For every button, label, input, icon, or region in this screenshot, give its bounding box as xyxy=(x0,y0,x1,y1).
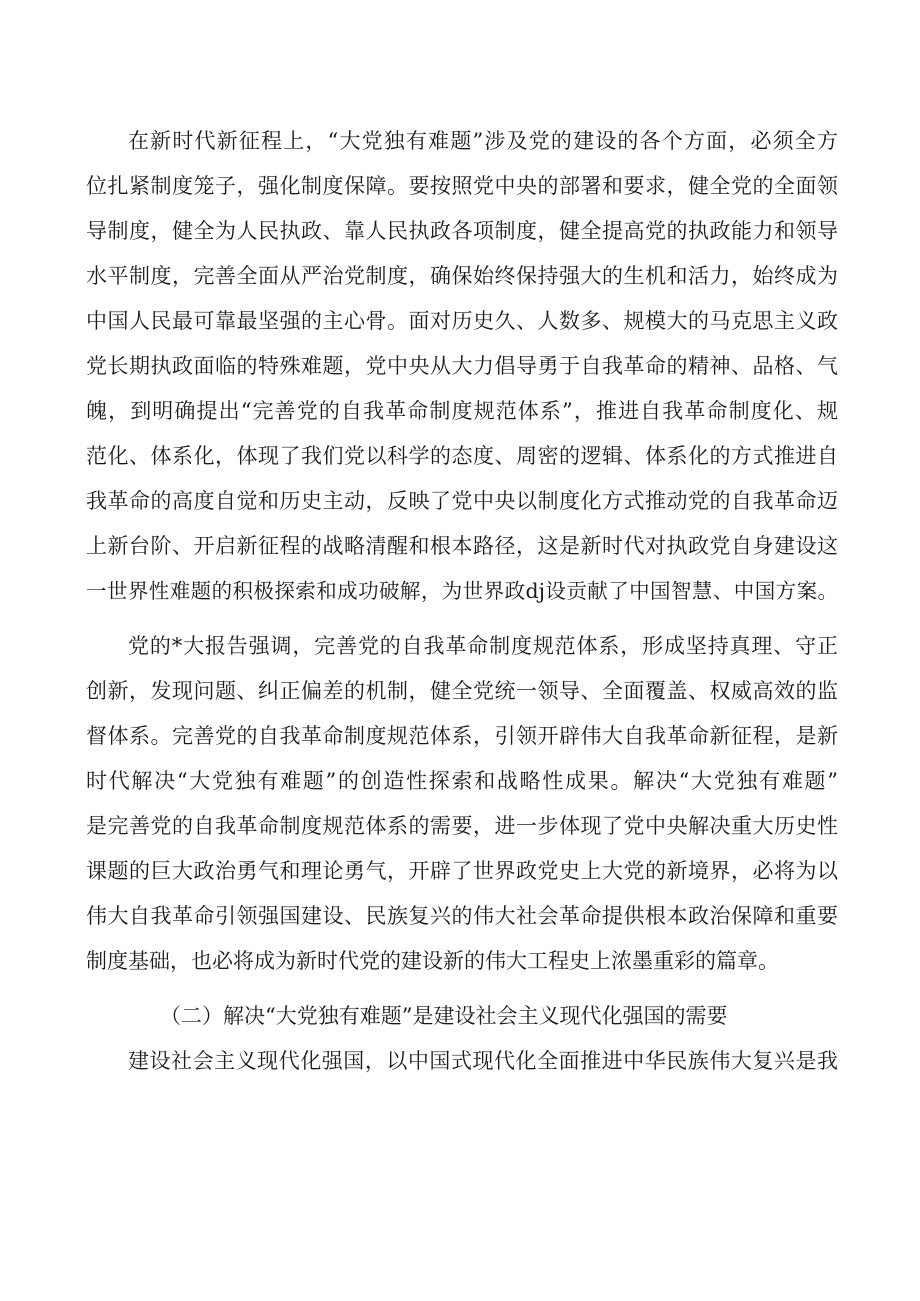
text-line: 创新，发现问题、纠正偏差的机制，健全党统一领导、全面覆盖、权威高效的监 xyxy=(86,679,838,703)
text-line: 制度基础，也必将成为新时代党的建设新的伟大工程史上浓墨重彩的篇章。 xyxy=(86,949,779,973)
text-line: 中国人民最可靠最坚强的主心骨。面对历史久、人数多、规模大的马克思主义政 xyxy=(86,309,838,333)
text-line: 督体系。完善党的自我革命制度规范体系，引领开辟伟大自我革命新征程，是新 xyxy=(86,724,838,748)
text-line: 党长期执政面临的特殊难题，党中央从大力倡导勇于自我革命的精神、品格、气 xyxy=(86,354,838,378)
text-line: 一世界性难题的积极探索和成功破解，为世界政dj设贡献了中国智慧、中国方案。 xyxy=(86,579,838,603)
text-line: 伟大自我革命引领强国建设、民族复兴的伟大社会革命提供根本政治保障和重要 xyxy=(86,904,838,928)
text-line: 位扎紧制度笼子，强化制度保障。要按照党中央的部署和要求，健全党的全面领 xyxy=(86,174,838,198)
text-line: 上新台阶、开启新征程的战略清醒和根本路径，这是新时代对执政党自身建设这 xyxy=(86,534,838,558)
text-line: 党的*大报告强调，完善党的自我革命制度规范体系，形成坚持真理、守正 xyxy=(128,634,838,658)
text-line: 魄，到明确提出“完善党的自我革命制度规范体系”，推进自我革命制度化、规 xyxy=(86,399,838,423)
text-line: 范化、体系化，体现了我们党以科学的态度、周密的逻辑、体系化的方式推进自 xyxy=(86,444,838,468)
text-line: 建设社会主义现代化强国，以中国式现代化全面推进中华民族伟大复兴是我 xyxy=(128,1049,838,1073)
text-line: 时代解决“大党独有难题”的创造性探索和战略性成果。解决“大党独有难题” xyxy=(86,769,838,793)
text-line: 课题的巨大政治勇气和理论勇气，开辟了世界政党史上大党的新境界，必将为以 xyxy=(86,859,838,883)
text-line: 在新时代新征程上，“大党独有难题”涉及党的建设的各个方面，必须全方 xyxy=(128,129,838,153)
section-heading: （二）解决“大党独有难题”是建设社会主义现代化强国的需要 xyxy=(160,1004,728,1028)
text-line: 水平制度，完善全面从严治党制度，确保始终保持强大的生机和活力，始终成为 xyxy=(86,264,838,288)
text-line: 导制度，健全为人民执政、靠人民执政各项制度，健全提高党的执政能力和领导 xyxy=(86,219,838,243)
text-line: 是完善党的自我革命制度规范体系的需要，进一步体现了党中央解决重大历史性 xyxy=(86,814,838,838)
text-line: 我革命的高度自觉和历史主动，反映了党中央以制度化方式推动党的自我革命迈 xyxy=(86,489,838,513)
